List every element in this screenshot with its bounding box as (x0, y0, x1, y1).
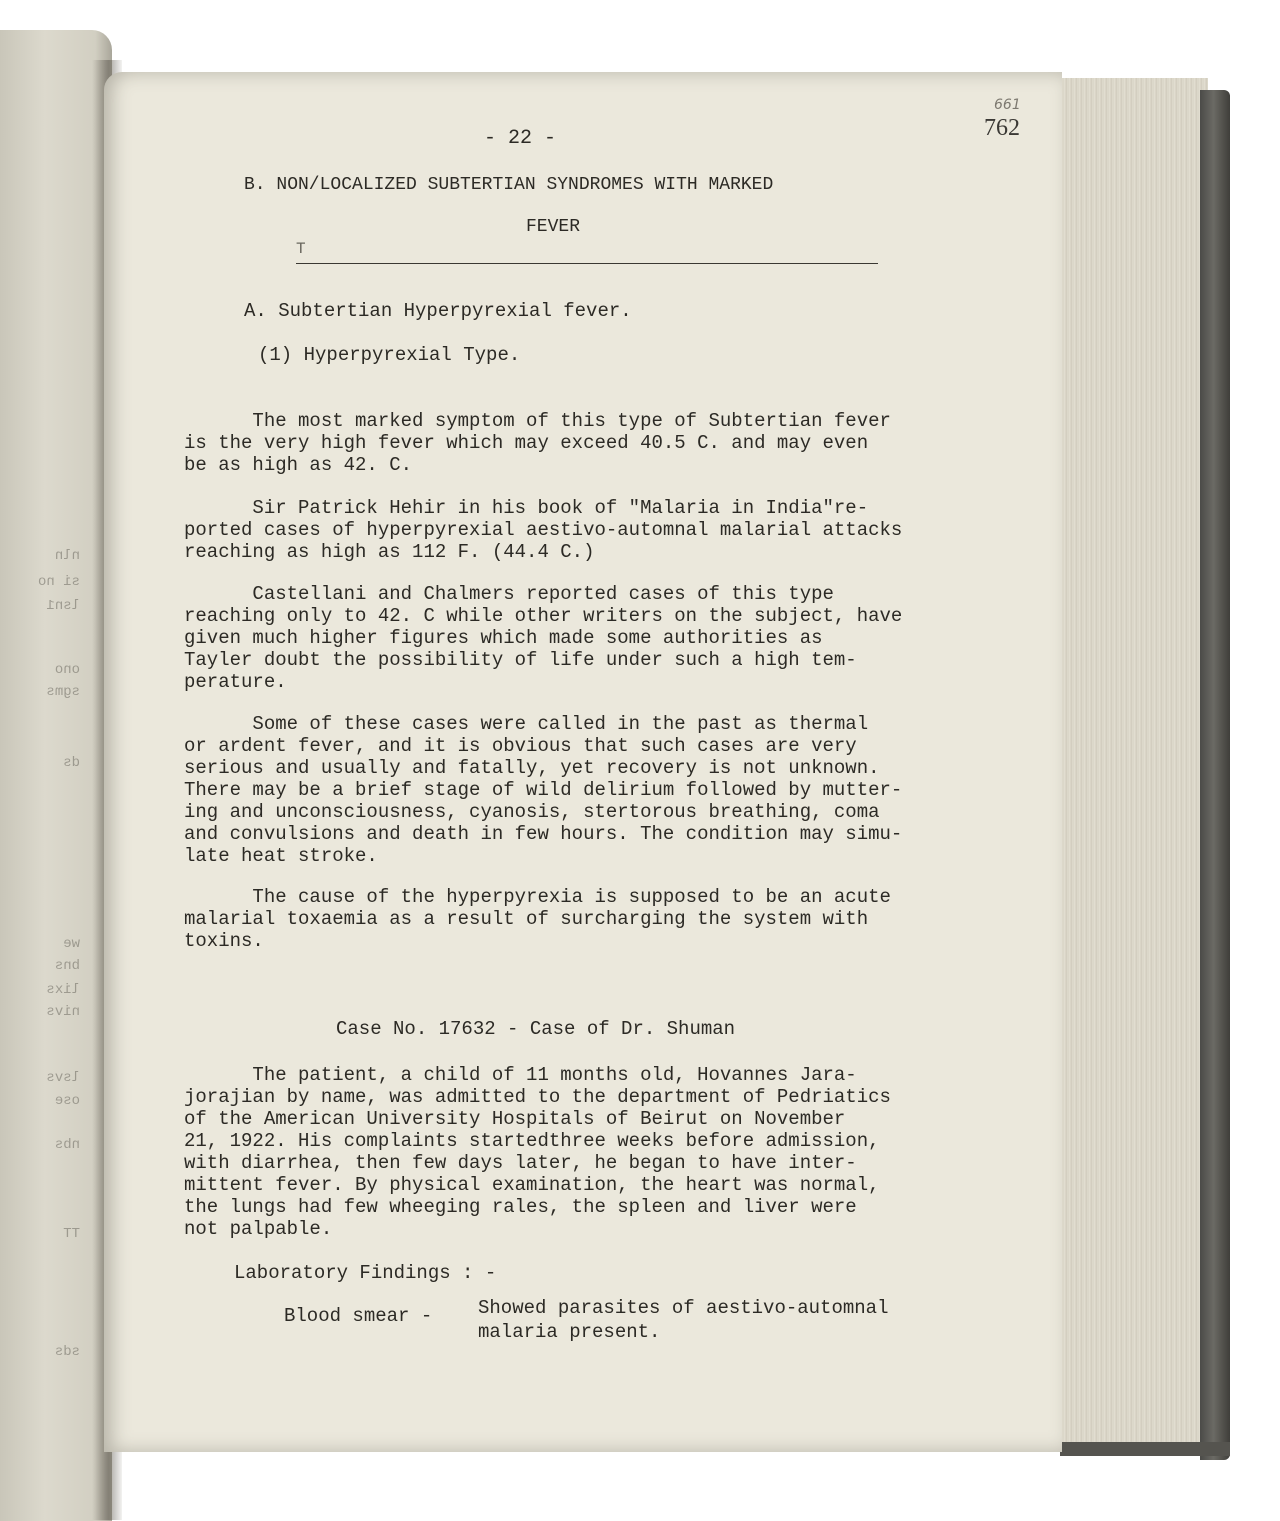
paragraph-line: Some of these cases were called in the past as thermal (184, 713, 869, 735)
document-title-line-2: FEVER (526, 217, 581, 237)
paragraph-5 (184, 886, 984, 952)
left-page-bleed-text-1: nln (54, 548, 80, 564)
lab-findings-heading: Laboratory Findings : - (234, 1262, 497, 1284)
left-page-bleed-text-10: nivs (46, 1004, 80, 1020)
paragraph-3 (184, 583, 984, 693)
paragraph-4 (184, 713, 984, 867)
paragraph-line: Tayler doubt the possibility of life under such a high tem- (184, 649, 857, 671)
left-page-bleed-text-4: ono (54, 662, 80, 678)
left-page-bleed-text-12: ose (54, 1093, 80, 1109)
paragraph-line: The most marked symptom of this type of Subtertian fever (184, 410, 891, 432)
left-page-bleed-text-6: ds (63, 755, 80, 771)
lab-blood-smear-value-line-1: Showed parasites of aestivo-automnal (478, 1297, 889, 1319)
paragraph-line: Sir Patrick Hehir in his book of "Malaria in India"re- (184, 497, 869, 519)
title-underline (296, 263, 878, 264)
left-page-bleed-text-5: sgms (46, 684, 80, 700)
paragraph-line: ported cases of hyperpyrexial aestivo-automnal malarial attacks (184, 519, 903, 541)
paragraph-line: or ardent fever, and it is obvious that such cases are very (184, 735, 857, 757)
lab-blood-smear-value-line-2: malaria present. (478, 1321, 661, 1343)
page-block-edges (1058, 78, 1208, 1448)
paragraph-line: The cause of the hyperpyrexia is supposed to be an acute (184, 886, 891, 908)
paragraph-line: and convulsions and death in few hours. The condition may simu- (184, 823, 903, 845)
paragraph-line: 21, 1922. His complaints startedthree weeks before admission, (184, 1130, 880, 1152)
stray-typed-mark: T (296, 240, 306, 258)
left-page-bleed-text-9: lixs (46, 982, 80, 998)
left-page-bleed-text-3: lsn1 (46, 598, 80, 614)
paragraph-2 (184, 497, 984, 563)
paragraph-line: the lungs had few wheeging rales, the spleen and liver were (184, 1196, 857, 1218)
stamped-folio-number: 762 (984, 115, 1020, 141)
page-number: - 22 - (484, 127, 557, 150)
paragraph-line: late heat stroke. (184, 845, 378, 867)
book-cover-bottom (1060, 1442, 1230, 1456)
book-cover-edge (1200, 90, 1230, 1460)
left-page-bleed-text-7: we (63, 936, 80, 952)
paragraph-line: with diarrhea, then few days later, he began to have inter- (184, 1152, 857, 1174)
paragraph-line: not palpable. (184, 1218, 333, 1240)
document-title-line-1: B. NON/LOCALIZED SUBTERTIAN SYNDROMES WITH MARKED (244, 175, 774, 195)
lab-blood-smear-label: Blood smear - (284, 1305, 433, 1327)
paragraph-line: mittent fever. By physical examination, the heart was normal, (184, 1174, 880, 1196)
left-page-bleed-text-2: si no (37, 574, 80, 590)
paragraph-line: perature. (184, 671, 287, 693)
paragraph-line: of the American University Hospitals of Beirut on November (184, 1108, 846, 1130)
paragraph-line: There may be a brief stage of wild delirium followed by mutter- (184, 779, 903, 801)
paragraph-1 (184, 410, 984, 476)
paragraph-line: toxins. (184, 930, 264, 952)
paragraph-line: ing and unconsciousness, cyanosis, stertorous breathing, coma (184, 801, 880, 823)
left-page-bleed-text-8: bns (54, 958, 80, 974)
paragraph-line: jorajian by name, was admitted to the department of Pedriatics (184, 1086, 891, 1108)
paragraph-line: malarial toxaemia as a result of surcharging the system with (184, 908, 869, 930)
left-page-bleed-text-14: TT (63, 1226, 80, 1242)
paragraph-line: given much higher figures which made some authorities as (184, 627, 823, 649)
left-page-bleed-text-15: sds (54, 1344, 80, 1360)
paragraph-line: serious and usually and fatally, yet recovery is not unknown. (184, 757, 880, 779)
paragraph-line: reaching only to 42. C while other writers on the subject, have (184, 605, 903, 627)
left-page-bleed-text-11: lsvs (46, 1070, 80, 1086)
left-page-bleed-text-13: nbs (54, 1137, 80, 1153)
paragraph-line: be as high as 42. C. (184, 454, 413, 476)
pencil-folio-number: 661 (994, 97, 1021, 113)
paragraph-line: The patient, a child of 11 months old, Hovannes Jara- (184, 1064, 857, 1086)
section-heading: A. Subtertian Hyperpyrexial fever. (244, 300, 632, 322)
paragraph-line: reaching as high as 112 F. (44.4 C.) (184, 541, 595, 563)
case-paragraph (184, 1064, 984, 1240)
paragraph-line: Castellani and Chalmers reported cases of this type (184, 583, 834, 605)
case-heading: Case No. 17632 - Case of Dr. Shuman (336, 1018, 736, 1040)
subsection-heading: (1) Hyperpyrexial Type. (258, 344, 521, 366)
paragraph-line: is the very high fever which may exceed 40.5 C. and may even (184, 432, 869, 454)
